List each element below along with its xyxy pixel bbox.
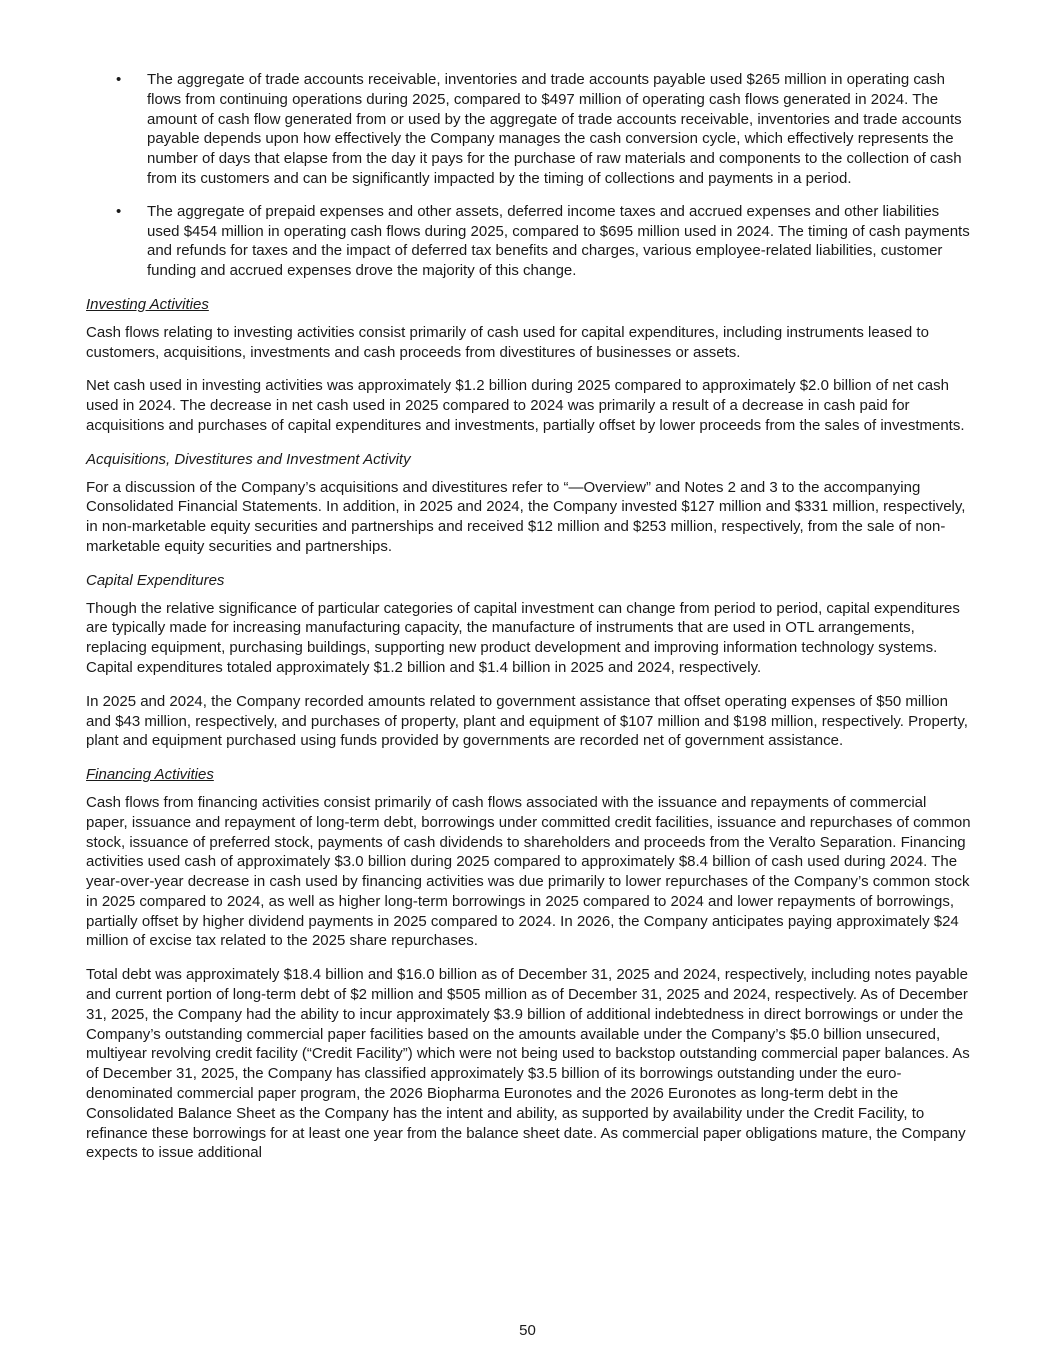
financing-activities-heading: Financing Activities	[86, 766, 214, 784]
financing-paragraph: Cash flows from financing activities consist primarily of cash flows associated with the issuance and repayments of commercial paper, issuance and repayment of long-term debt, borrowings under committed credit facilities, issuance and repurchases of common stock, issuance of preferred stock, payments of cash dividends to shareholders and proceeds from the Veralto Separation. Financing activities used cash of approximately $3.0 billion during 2025 compared to approximately $8.4 billion of cash used during 2024. The year-over-year decrease in cash used by financing activities was due primarily to lower repurchases of the Company’s common stock in 2025 compared to 2024, as well as higher long-term borrowings in 2025 compared to 2024 and lower repayments of borrowings, partially offset by higher dividend payments in 2025 compared to 2024. In 2026, the Company anticipates paying approximately $24 million of excise tax related to the 2025 share repurchases.	[86, 793, 971, 950]
bullet-item	[86, 70, 972, 189]
acquisitions-paragraph: For a discussion of the Company’s acquisitions and divestitures refer to “—Overview” and Notes 2 and 3 to the accompanying Consolidated Financial Statements. In addition, in 2025 and 2024, the Company invested $127 million and $331 million, respectively, in non-marketable equity securities and partnerships and received $12 million and $253 million, respectively, from the sale of non-marketable equity securities and partnerships.	[86, 478, 966, 555]
capex-paragraph: Though the relative significance of particular categories of capital investment can change from period to period, capital expenditures are typically made for increasing manufacturing capacity, the manufacture of instruments that are used in OTL arrangements, replacing equipment, purchasing buildings, supporting new product development and improving information technology systems. Capital expenditures totaled approximately $1.2 billion and $1.4 billion in 2025 and 2024, respectively.	[86, 599, 960, 676]
bullet-text: The aggregate of trade accounts receivable, inventories and trade accounts payable used $265 million in operating cash flows from continuing operations during 2025, compared to $497 million of operating cash flows generated in 2024. The amount of cash flow generated from or used by the aggregate of trade accounts receivable, inventories and trade accounts payable depends upon how effectively the Company manages the cash conversion cycle, which effectively represents the number of days that elapse from the day it pays for the purchase of raw materials and components to the collection of cash from its customers and can be significantly impacted by the timing of collections and payments in a period.	[147, 71, 962, 187]
cash-flow-bullet-list	[86, 70, 972, 281]
document-page	[86, 70, 972, 1177]
bullet-marker: •	[116, 71, 122, 88]
bullet-marker: •	[116, 202, 122, 220]
capital-expenditures-heading: Capital Expenditures	[86, 571, 225, 589]
bullet-item	[86, 202, 972, 281]
investing-paragraph: Cash flows relating to investing activities consist primarily of cash used for capital expenditures, including instruments leased to customers, acquisitions, investments and cash proceeds from divestitures of businesses or assets.	[86, 323, 929, 361]
page-number: 50	[519, 1322, 536, 1339]
investing-activities-heading: Investing Activities	[86, 295, 209, 313]
bullet-text: The aggregate of prepaid expenses and other assets, deferred income taxes and accrued expenses and other liabilities used $454 million in operating cash flows during 2025, compared to $695 million used in 2024. The timing of cash payments and refunds for taxes and the impact of deferred tax benefits and charges, various employee-related liabilities, customer funding and accrued expenses drove the majority of this change.	[147, 202, 970, 280]
capex-paragraph: In 2025 and 2024, the Company recorded amounts related to government assistance that offset operating expenses of $50 million and $43 million, respectively, and purchases of property, plant and equipment of $107 million and $198 million, respectively. Property, plant and equipment purchased using funds provided by governments are recorded net of government assistance.	[86, 692, 968, 750]
financing-paragraph: Total debt was approximately $18.4 billion and $16.0 billion as of December 31, 2025 and 2024, respectively, including notes payable and current portion of long-term debt of $2 million and $505 million as of December 31, 2025 and 2024, respectively. As of December 31, 2025, the Company had the ability to incur approximately $3.9 billion of additional indebtedness in direct borrowings or under the Company’s outstanding commercial paper facilities based on the amounts available under the Company’s $5.0 billion unsecured, multiyear revolving credit facility (“Credit Facility”) which were not being used to backstop outstanding commercial paper balances. As of December 31, 2025, the Company has classified approximately $3.5 billion of its borrowings outstanding under the euro-denominated commercial paper program, the 2026 Biopharma Euronotes and the 2026 Euronotes as long-term debt in the Consolidated Balance Sheet as the Company has the intent and ability, as supported by availability under the Credit Facility, to refinance these borrowings for at least one year from the balance sheet date. As commercial paper obligations mature, the Company expects to issue additional	[86, 966, 970, 1162]
acquisitions-heading: Acquisitions, Divestitures and Investment Activity	[86, 450, 411, 468]
investing-paragraph: Net cash used in investing activities was approximately $1.2 billion during 2025 compared to approximately $2.0 billion of net cash used in 2024. The decrease in net cash used in 2025 compared to 2024 was primarily a result of a decrease in cash paid for acquisitions and purchases of capital expenditures and investments, partially offset by lower proceeds from the sales of investments.	[86, 377, 965, 434]
